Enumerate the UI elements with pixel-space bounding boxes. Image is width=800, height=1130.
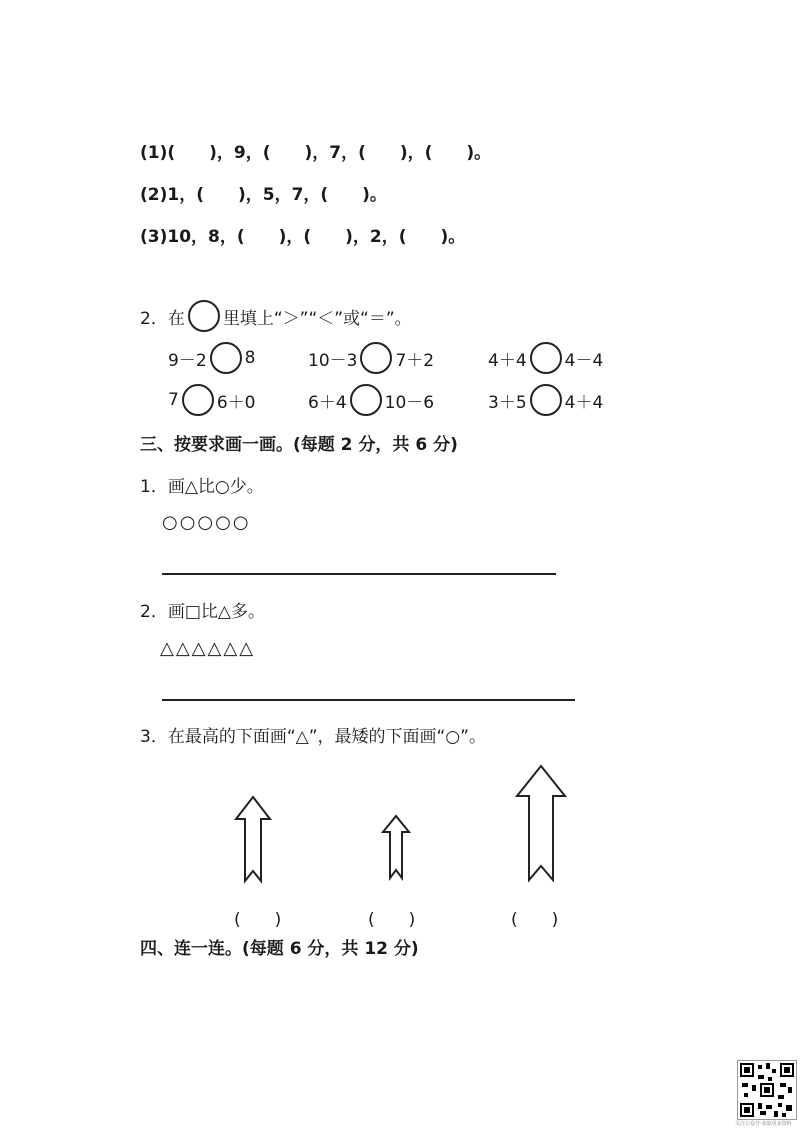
compare-right: 6＋0: [216, 392, 256, 413]
compare-left: 9－2: [168, 350, 207, 371]
draw-question-1: 1．画△比○少。: [140, 477, 264, 497]
answer-bracket-2[interactable]: ( ): [368, 910, 416, 930]
section-4-title: 四、连一连。(每题 6 分，共 12 分): [140, 939, 419, 959]
triangle-row: △△△△△△: [160, 638, 256, 659]
compare-left: 6＋4: [308, 392, 347, 413]
answer-bracket-3[interactable]: ( ): [511, 910, 559, 930]
answer-circle[interactable]: [530, 384, 562, 416]
compare-item: [168, 342, 255, 374]
compare-item: [488, 342, 603, 374]
compare-right: 7＋2: [395, 350, 435, 371]
answer-circle[interactable]: [182, 384, 214, 416]
compare-right: 4＋4: [564, 392, 604, 413]
compare-right: 8: [244, 348, 256, 368]
draw-question-3: 3．在最高的下面画“△”，最矮的下面画“○”。: [140, 727, 486, 747]
draw-question-2: 2．画□比△多。: [140, 602, 265, 622]
answer-line-1[interactable]: [162, 573, 556, 575]
compare-instruction: [140, 300, 412, 332]
circle-icon: [188, 300, 220, 332]
arrow-short-icon: [381, 814, 411, 882]
compare-item: [308, 342, 434, 374]
answer-bracket-1[interactable]: ( ): [234, 910, 282, 930]
answer-circle[interactable]: [350, 384, 382, 416]
answer-line-2[interactable]: [162, 699, 575, 701]
answer-circle[interactable]: [210, 342, 242, 374]
compare-item: [308, 384, 434, 416]
answer-circle[interactable]: [530, 342, 562, 374]
qr-code-icon[interactable]: [737, 1060, 797, 1120]
arrow-medium-icon: [233, 795, 273, 885]
sequence-item-3: (3)10，8，( )，( )，2，( )。: [140, 227, 466, 247]
qr-caption: 关注公众号·获取更多资料: [735, 1121, 792, 1127]
section-3-title: 三、按要求画一画。(每题 2 分，共 6 分): [140, 435, 458, 455]
compare-right: 4－4: [564, 350, 604, 371]
answer-circle[interactable]: [360, 342, 392, 374]
compare-instruction-suffix: 里填上“＞”“＜”或“＝”。: [222, 308, 412, 329]
circle-row: ○○○○○: [162, 512, 251, 533]
sequence-item-2: (2)1，( )，5，7，( )。: [140, 185, 387, 205]
compare-left: 3＋5: [488, 392, 527, 413]
arrow-tall-icon: [514, 764, 568, 884]
sequence-item-1: (1)( )，9，( )，7，( )，( )。: [140, 143, 492, 163]
compare-left: 10－3: [308, 350, 358, 371]
compare-left: 4＋4: [488, 350, 527, 371]
compare-instruction-prefix: 2．在: [140, 308, 185, 329]
compare-left: 7: [168, 390, 179, 410]
compare-item: [488, 384, 603, 416]
compare-right: 10－6: [384, 392, 435, 413]
compare-item: [168, 384, 255, 416]
